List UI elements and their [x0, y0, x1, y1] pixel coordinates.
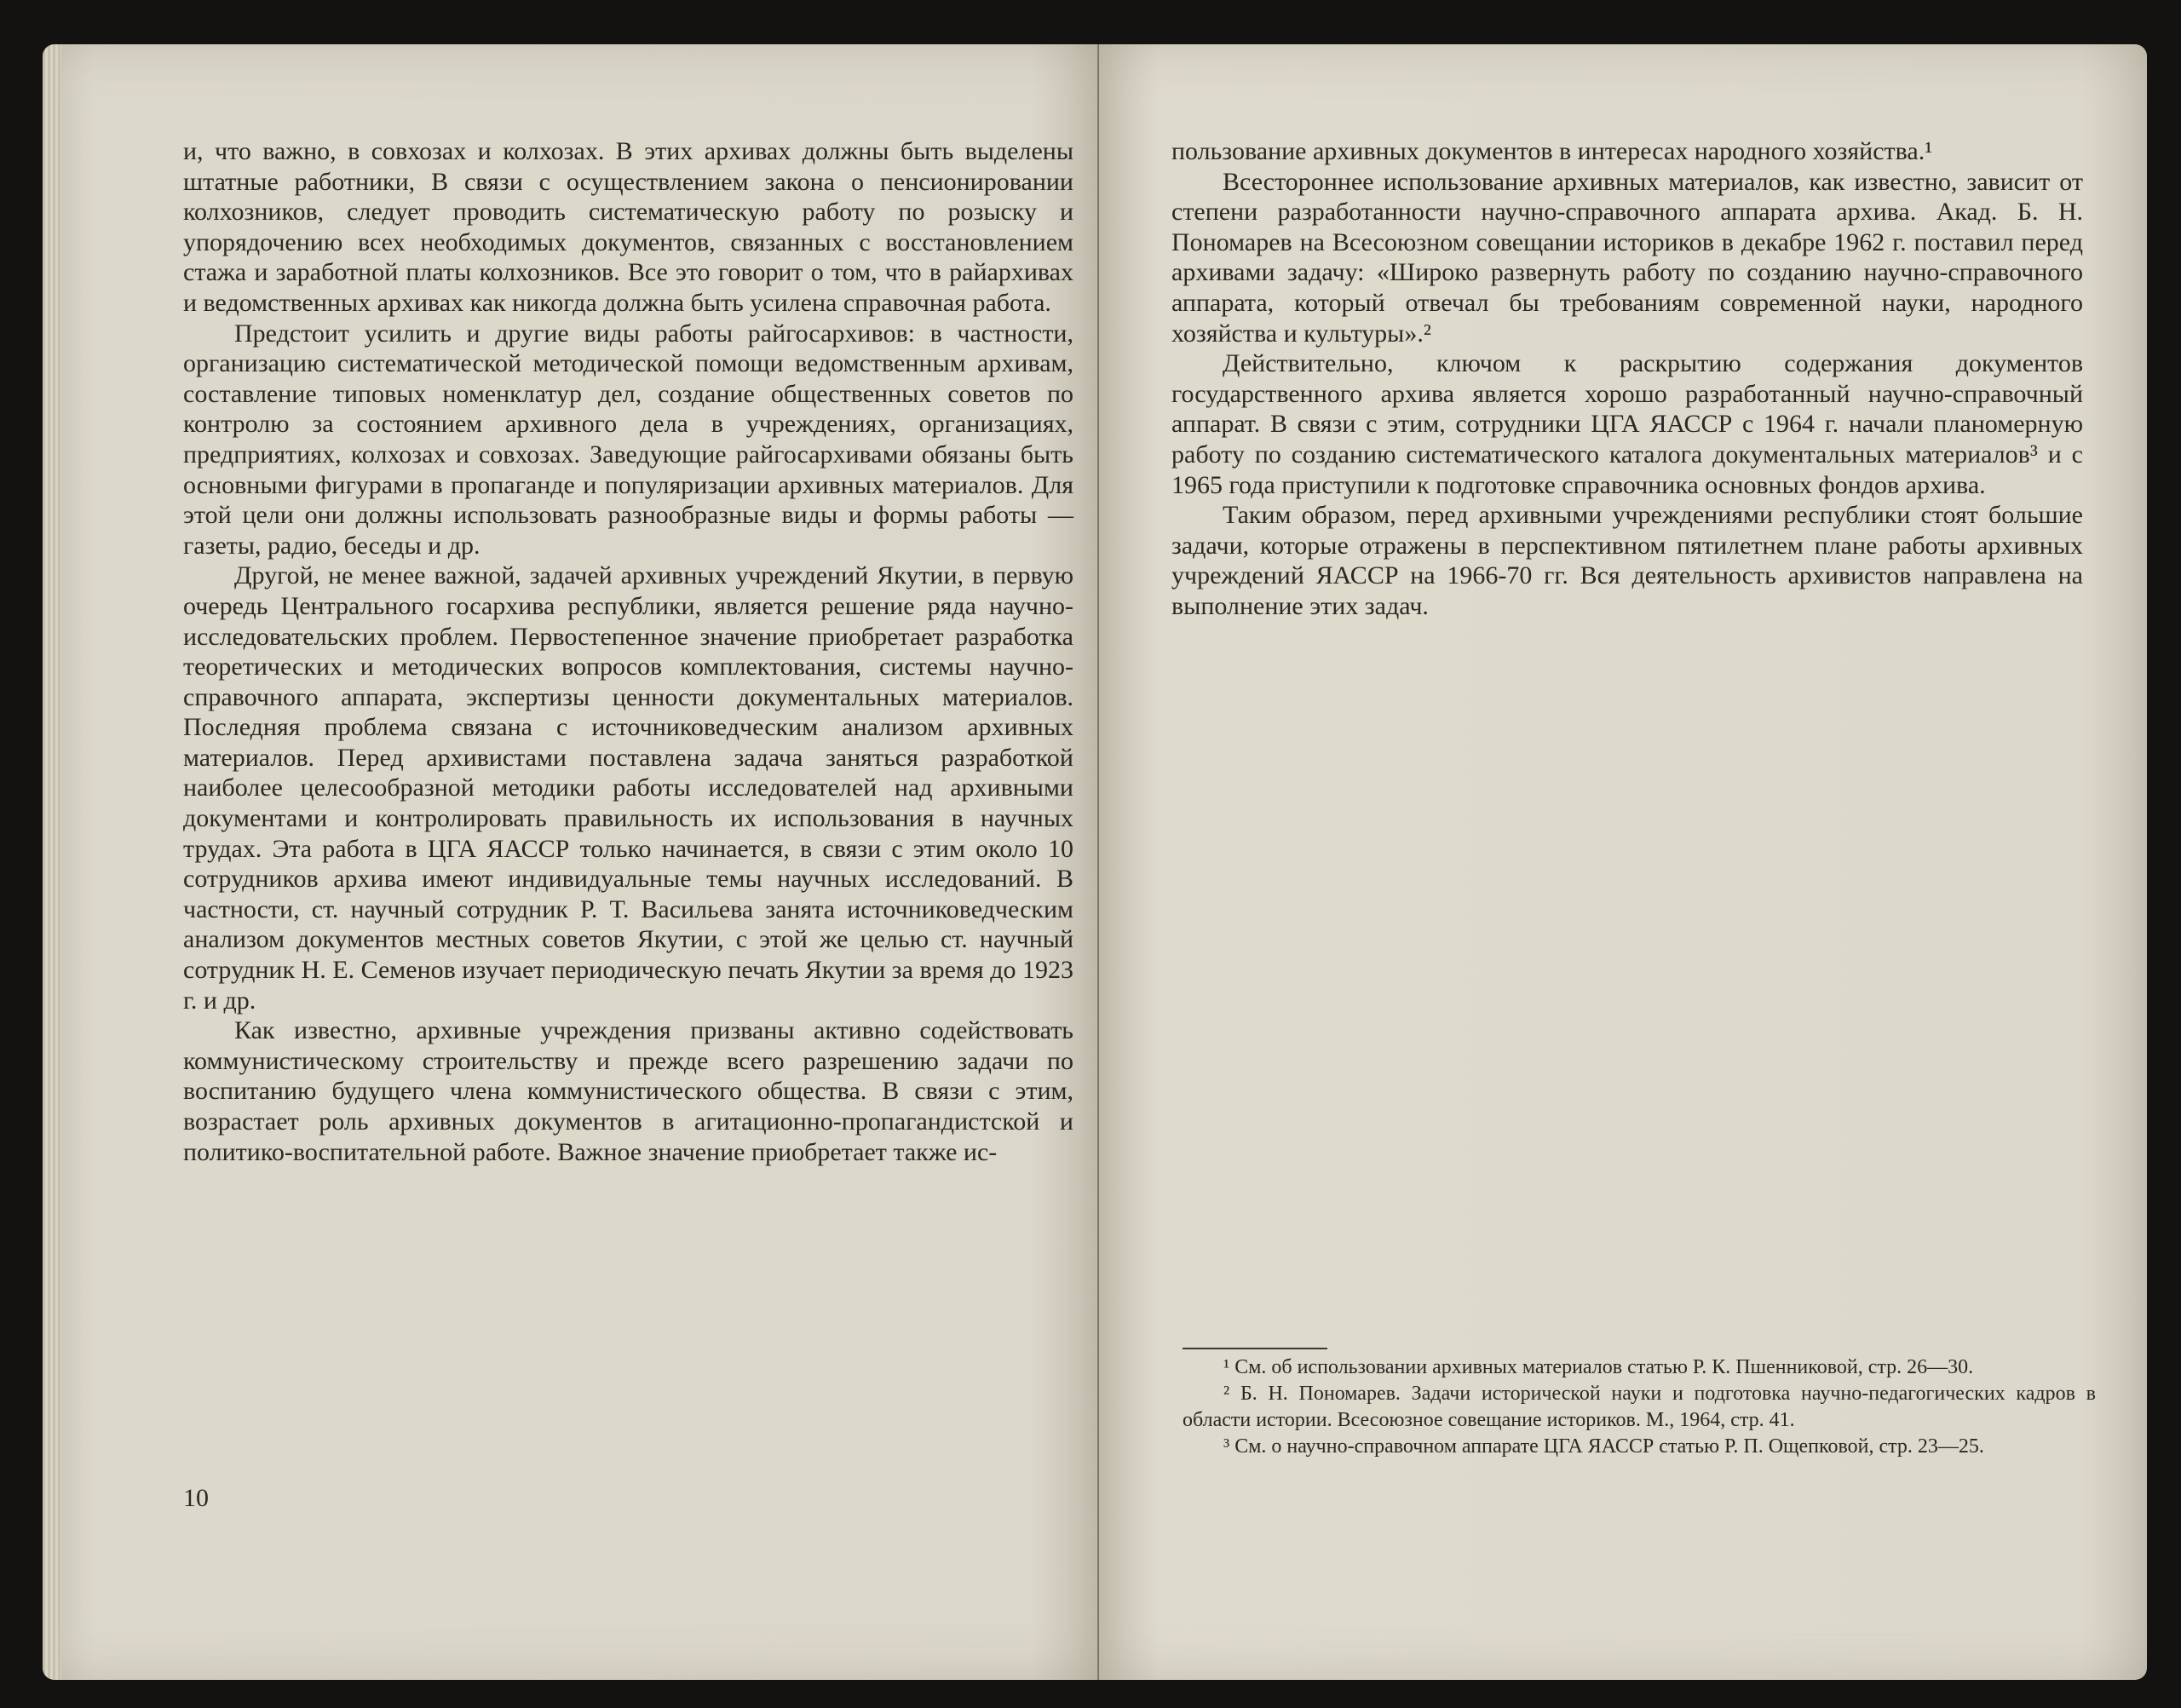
left-paragraph-1: и, что важно, в совхозах и колхозах. В этих архивах должны быть выделены штатные работники, В связи с осуществлением закона о пенсионировании колхозников, следует проводить систематическую работу по розыску и упорядочению всех необходимых документов, связанных с восстановлением стажа и заработной платы колхозников. Все это говорит о том, что в райархивах и ведомственных архивах как никогда должна быть усилена справочная работа.: [183, 137, 1073, 317]
right-paragraph-4: Таким образом, перед архивными учреждениями республики стоят большие задачи, которые отражены в перспективном пятилетнем плане работы архивных учреждений ЯАССР на 1966-70 гг. Вся деятельность архивистов направлена на выполнение этих задач.: [1171, 501, 2083, 620]
open-book: [43, 44, 2147, 1680]
footnote-1: ¹ См. об использовании архивных материалов статью Р. К. Пшенниковой, стр. 26—30.: [1223, 1356, 1974, 1378]
left-page-body: [183, 136, 1073, 1167]
left-paragraph-2: Предстоит усилить и другие виды работы райгосархивов: в частности, организацию систематической методической помощи ведомственным архивам, составление типовых номенклатур дел, создание общественных советов по контролю за состоянием архивного дела в учреждениях, организациях, предприятиях, колхозах и совхозах. Заведующие райгосархивами обязаны быть основными фигурами в пропаганде и популяризации архивных материалов. Для этой цели они должны использовать разнообразные виды и формы работы — газеты, радио, беседы и др.: [183, 319, 1073, 560]
page-number: 10: [183, 1484, 209, 1512]
footnote-3: ³ См. о научно-справочном аппарате ЦГА ЯАССР статью Р. П. Ощепковой, стр. 23—25.: [1223, 1435, 1984, 1458]
left-page: [43, 44, 1099, 1680]
right-paragraph-2: Всестороннее использование архивных материалов, как известно, зависит от степени разработанности научно-справочного аппарата архива. Акад. Б. Н. Пономарев на Всесоюзном совещании историков в декабре 1962 г. поставил перед архивами задачу: «Широко развернуть работу по созданию научно-справочного аппарата, который отвечал бы требованиям современной науки, народного хозяйства и культуры».²: [1171, 167, 2083, 348]
left-paragraph-4: Как известно, архивные учреждения призваны активно содействовать коммунистическому строительству и прежде всего разрешению задачи по воспитанию будущего члена коммунистического общества. В связи с этим, возрастает роль архивных документов в агитационно-пропагандистской и политико-воспитательной работе. Важное значение приобретает также ис-: [183, 1016, 1073, 1166]
right-page-body: [1171, 136, 2083, 622]
footnote-rule: [1183, 1348, 1327, 1349]
right-paragraph-3: Действительно, ключом к раскрытию содержания документов государственного архива является хорошо разработанный научно-справочный аппарат. В связи с этим, сотрудники ЦГА ЯАССР с 1964 г. начали планомерную работу по созданию систематического каталога документальных материалов³ и с 1965 года приступили к подготовке справочника основных фондов архива.: [1171, 349, 2083, 499]
footnote-2: ² Б. Н. Пономарев. Задачи исторической науки и подготовка научно-педагогических кадров в области истории. Всесоюзное совещание историков. М., 1964, стр. 41.: [1183, 1383, 2096, 1431]
right-paragraph-1: пользование архивных документов в интересах народного хозяйства.¹: [1171, 137, 1933, 165]
left-paragraph-3: Другой, не менее важной, задачей архивных учреждений Якутии, в первую очередь Центрального госархива республики, является решение ряда научно-исследовательских проблем. Первостепенное значение приобретает разработка теоретических и методических вопросов комплектования, системы научно-справочного аппарата, экспертизы ценности документальных материалов. Последняя проблема связана с источниковедческим анализом архивных материалов. Перед архивистами поставлена задача заняться разработкой наиболее целесообразной методики работы исследователей над архивными документами и контролировать правильность их использования в научных трудах. Эта работа в ЦГА ЯАССР только начинается, в связи с этим около 10 сотрудников архива имеют индивидуальные темы научных исследований. В частности, ст. научный сотрудник Р. Т. Васильева занята источниковедческим анализом документов местных советов Якутии, с этой же целью ст. научный сотрудник Н. Е. Семенов изучает периодическую печать Якутии за время до 1923 г. и др.: [183, 561, 1073, 1015]
footnotes: [1183, 1354, 2096, 1460]
